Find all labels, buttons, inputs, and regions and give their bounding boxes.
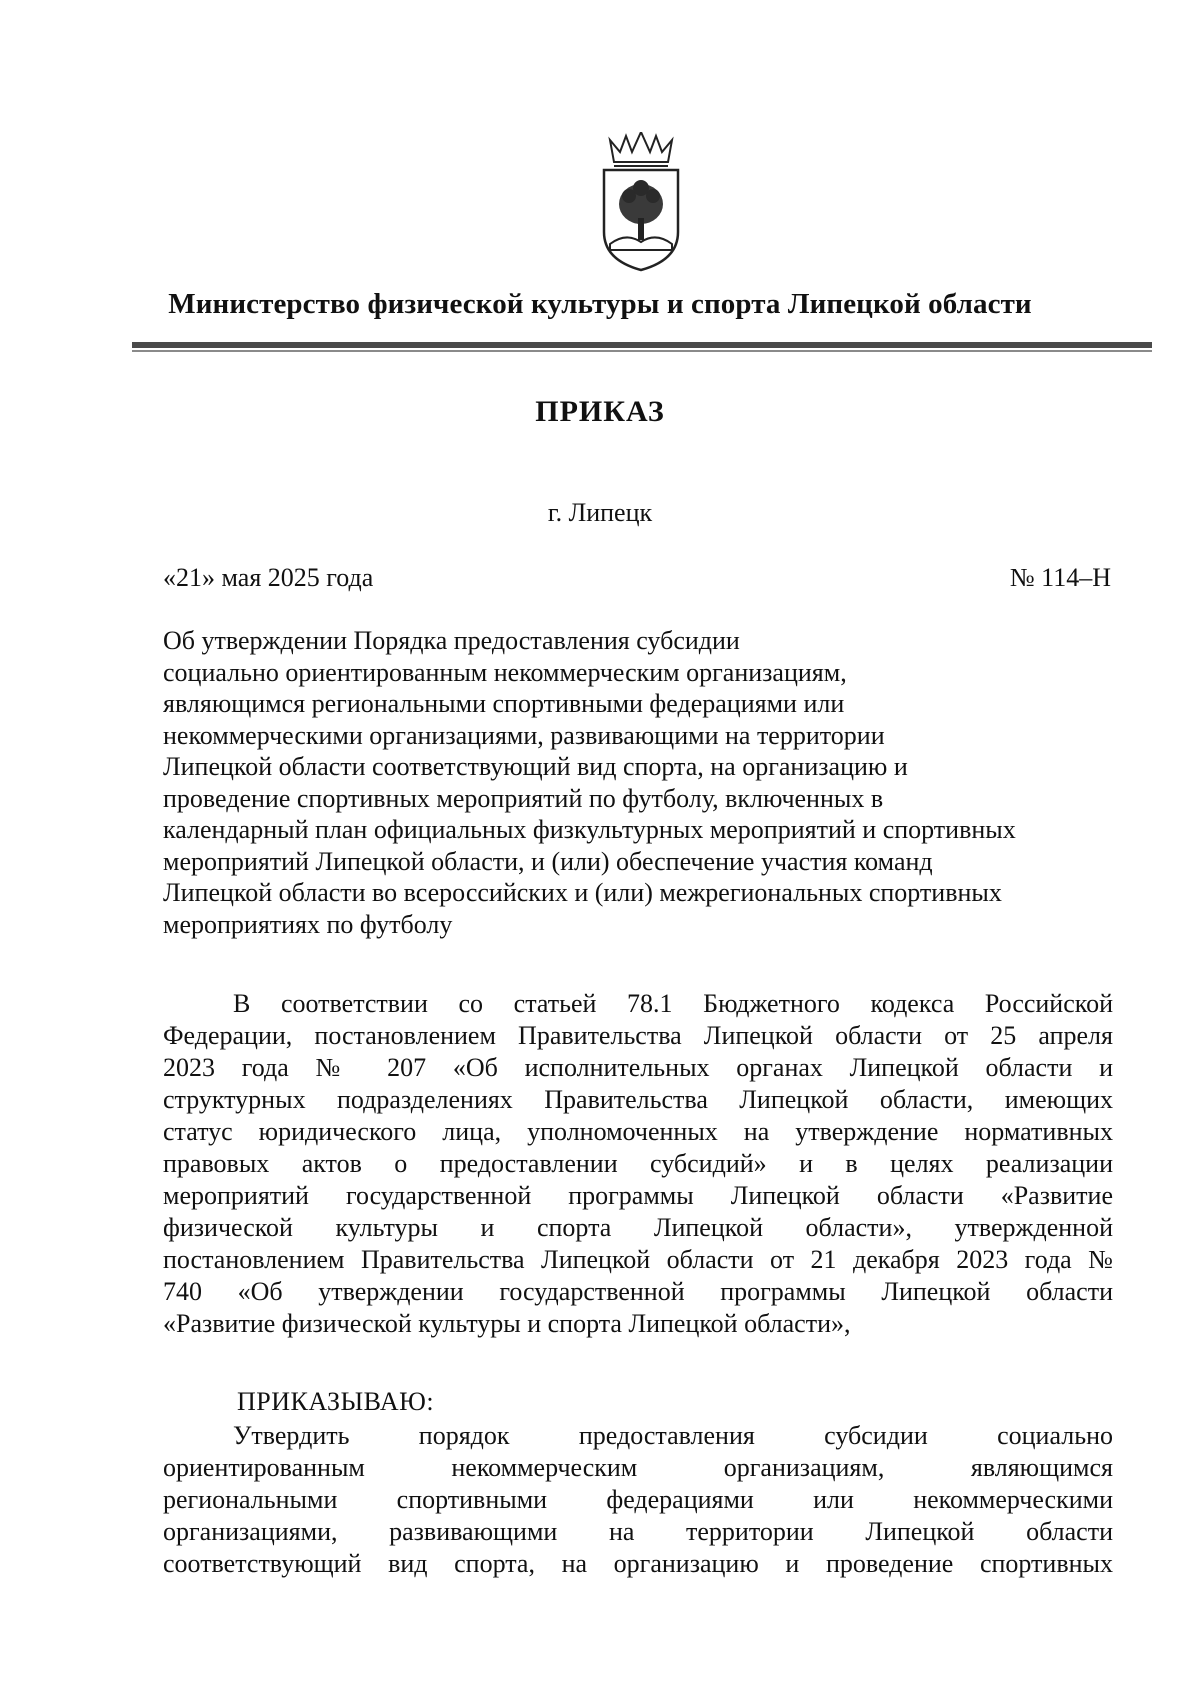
document-number: № 114–Н — [1009, 563, 1111, 592]
order-line: соответствующий вид спорта, на организацию и проведение спортивных — [163, 1549, 1113, 1578]
coat-of-arms-icon — [596, 132, 686, 272]
subject-line: Об утверждении Порядка предоставления субсидии — [163, 626, 740, 655]
order-paragraph — [163, 1420, 1113, 1580]
order-word: ПРИКАЗЫВАЮ: — [237, 1387, 435, 1416]
document-city: г. Липецк — [547, 498, 653, 527]
subject-line: социально ориентированным некоммерческим организациям, — [163, 657, 847, 687]
preamble-line: «Развитие физической культуры и спорта Липецкой области», — [163, 1309, 851, 1338]
order-line: региональными спортивными федерациями или некоммерческими — [163, 1485, 1113, 1514]
subject-line: Липецкой области во всероссийских и (или) межрегиональных спортивных — [163, 878, 1002, 907]
ministry-name: Министерство физической культуры и спорта Липецкой области — [168, 288, 1032, 320]
order-line: Утвердить порядок предоставления субсидии социально — [233, 1421, 1113, 1450]
preamble-line: правовых актов о предоставлении субсидий» и в целях реализации — [163, 1149, 1113, 1178]
preamble-line: структурных подразделениях Правительства Липецкой области, имеющих — [163, 1085, 1113, 1114]
document-subject — [163, 625, 1123, 940]
preamble-line: физической культуры и спорта Липецкой области», утвержденной — [163, 1213, 1113, 1242]
subject-line: некоммерческими организациями, развивающими на территории — [163, 720, 885, 750]
subject-line: мероприятий Липецкой области, и (или) обеспечение участия команд — [163, 846, 933, 876]
preamble-line: мероприятий государственной программы Липецкой области «Развитие — [163, 1181, 1113, 1210]
preamble-line: 740 «Об утверждении государственной программы Липецкой области — [163, 1277, 1113, 1306]
document-date: «21» мая 2025 года — [163, 563, 374, 592]
subject-line: календарный план официальных физкультурных мероприятий и спортивных — [163, 815, 1016, 844]
order-line: ориентированным некоммерческим организациям, являющимся — [163, 1453, 1113, 1482]
subject-line: являющимся региональными спортивными федерациями или — [163, 689, 845, 718]
preamble-line: В соответствии со статьей 78.1 Бюджетного кодекса Российской — [233, 989, 1113, 1018]
document-title: ПРИКАЗ — [535, 395, 665, 428]
header-divider — [132, 342, 1152, 348]
preamble-line: Федерации, постановлением Правительства Липецкой области от 25 апреля — [163, 1021, 1113, 1050]
subject-line: мероприятиях по футболу — [163, 909, 453, 939]
preamble-line: статус юридического лица, уполномоченных на утверждение нормативных — [163, 1117, 1113, 1146]
preamble-line: постановлением Правительства Липецкой области от 21 декабря 2023 года № — [163, 1245, 1113, 1274]
preamble-paragraph — [163, 988, 1113, 1340]
order-line: организациями, развивающими на территории Липецкой области — [163, 1517, 1113, 1546]
subject-line: Липецкой области соответствующий вид спорта, на организацию и — [163, 752, 908, 781]
preamble-line: 2023 года № 207 «Об исполнительных органах Липецкой области и — [163, 1053, 1113, 1082]
subject-line: проведение спортивных мероприятий по футболу, включенных в — [163, 783, 884, 813]
header-divider-thin — [132, 350, 1152, 352]
